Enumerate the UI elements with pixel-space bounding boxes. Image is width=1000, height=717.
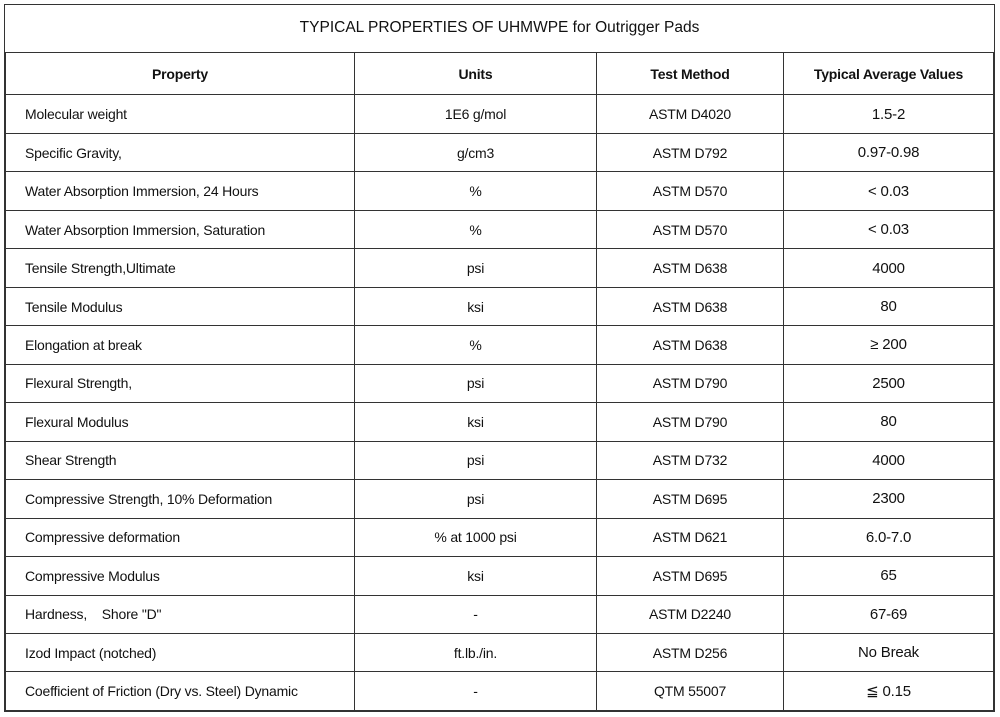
table-row xyxy=(6,326,994,364)
property-cell: Tensile Modulus xyxy=(6,287,355,325)
test-method-cell: ASTM D2240 xyxy=(597,595,784,633)
units-cell: ksi xyxy=(355,557,597,595)
property-cell: Elongation at break xyxy=(6,326,355,364)
units-cell: psi xyxy=(355,249,597,287)
test-method-cell: ASTM D256 xyxy=(597,634,784,672)
table-row xyxy=(6,287,994,325)
property-cell: Molecular weight xyxy=(6,95,355,133)
units-cell: psi xyxy=(355,441,597,479)
units-cell: ft.lb./in. xyxy=(355,634,597,672)
units-cell: ksi xyxy=(355,287,597,325)
value-cell: < 0.03 xyxy=(784,172,994,210)
value-cell: 67-69 xyxy=(784,595,994,633)
value-cell: 2500 xyxy=(784,364,994,402)
units-cell: % at 1000 psi xyxy=(355,518,597,556)
units-cell: 1E6 g/mol xyxy=(355,95,597,133)
table-row xyxy=(6,210,994,248)
value-cell: 0.97-0.98 xyxy=(784,133,994,171)
property-cell: Water Absorption Immersion, 24 Hours xyxy=(6,172,355,210)
table-row xyxy=(6,172,994,210)
table-row xyxy=(6,95,994,133)
value-cell: 4000 xyxy=(784,441,994,479)
test-method-cell: ASTM D570 xyxy=(597,172,784,210)
property-cell: Shear Strength xyxy=(6,441,355,479)
property-cell: Compressive Strength, 10% Deformation xyxy=(6,480,355,518)
units-cell: psi xyxy=(355,480,597,518)
value-cell: < 0.03 xyxy=(784,210,994,248)
test-method-cell: ASTM D790 xyxy=(597,403,784,441)
table-title: TYPICAL PROPERTIES OF UHMWPE for Outrigger Pads xyxy=(6,5,994,52)
units-cell: % xyxy=(355,326,597,364)
properties-document xyxy=(4,4,995,712)
test-method-cell: ASTM D638 xyxy=(597,326,784,364)
value-cell: No Break xyxy=(784,634,994,672)
value-cell: ≦ 0.15 xyxy=(784,672,994,711)
units-cell: - xyxy=(355,672,597,711)
units-cell: ksi xyxy=(355,403,597,441)
units-cell: % xyxy=(355,172,597,210)
table-row xyxy=(6,518,994,556)
units-cell: % xyxy=(355,210,597,248)
test-method-cell: ASTM D792 xyxy=(597,133,784,171)
properties-table xyxy=(5,5,994,711)
table-row xyxy=(6,133,994,171)
property-cell: Flexural Modulus xyxy=(6,403,355,441)
value-cell: 65 xyxy=(784,557,994,595)
test-method-cell: ASTM D695 xyxy=(597,557,784,595)
test-method-cell: ASTM D732 xyxy=(597,441,784,479)
test-method-cell: ASTM D638 xyxy=(597,249,784,287)
property-cell: Water Absorption Immersion, Saturation xyxy=(6,210,355,248)
property-cell: Flexural Strength, xyxy=(6,364,355,402)
value-cell: ≥ 200 xyxy=(784,326,994,364)
value-cell: 80 xyxy=(784,287,994,325)
test-method-cell: QTM 55007 xyxy=(597,672,784,711)
property-cell: Izod Impact (notched) xyxy=(6,634,355,672)
value-cell: 1.5-2 xyxy=(784,95,994,133)
test-method-cell: ASTM D638 xyxy=(597,287,784,325)
table-row xyxy=(6,634,994,672)
value-cell: 4000 xyxy=(784,249,994,287)
header-units: Units xyxy=(355,52,597,95)
table-row xyxy=(6,403,994,441)
header-typical-values: Typical Average Values xyxy=(784,52,994,95)
property-cell: Hardness, Shore "D" xyxy=(6,595,355,633)
table-row xyxy=(6,672,994,711)
header-property: Property xyxy=(6,52,355,95)
table-row xyxy=(6,441,994,479)
value-cell: 80 xyxy=(784,403,994,441)
test-method-cell: ASTM D790 xyxy=(597,364,784,402)
property-cell: Coefficient of Friction (Dry vs. Steel) Dynamic xyxy=(6,672,355,711)
table-row xyxy=(6,595,994,633)
header-test-method: Test Method xyxy=(597,52,784,95)
test-method-cell: ASTM D695 xyxy=(597,480,784,518)
value-cell: 6.0-7.0 xyxy=(784,518,994,556)
property-cell: Tensile Strength,Ultimate xyxy=(6,249,355,287)
table-row xyxy=(6,480,994,518)
test-method-cell: ASTM D4020 xyxy=(597,95,784,133)
test-method-cell: ASTM D570 xyxy=(597,210,784,248)
header-row xyxy=(6,52,994,95)
property-cell: Compressive Modulus xyxy=(6,557,355,595)
units-cell: psi xyxy=(355,364,597,402)
table-row xyxy=(6,249,994,287)
title-row xyxy=(6,5,994,52)
value-cell: 2300 xyxy=(784,480,994,518)
property-cell: Specific Gravity, xyxy=(6,133,355,171)
table-row xyxy=(6,364,994,402)
units-cell: g/cm3 xyxy=(355,133,597,171)
units-cell: - xyxy=(355,595,597,633)
property-cell: Compressive deformation xyxy=(6,518,355,556)
table-row xyxy=(6,557,994,595)
test-method-cell: ASTM D621 xyxy=(597,518,784,556)
table-body xyxy=(6,95,994,711)
